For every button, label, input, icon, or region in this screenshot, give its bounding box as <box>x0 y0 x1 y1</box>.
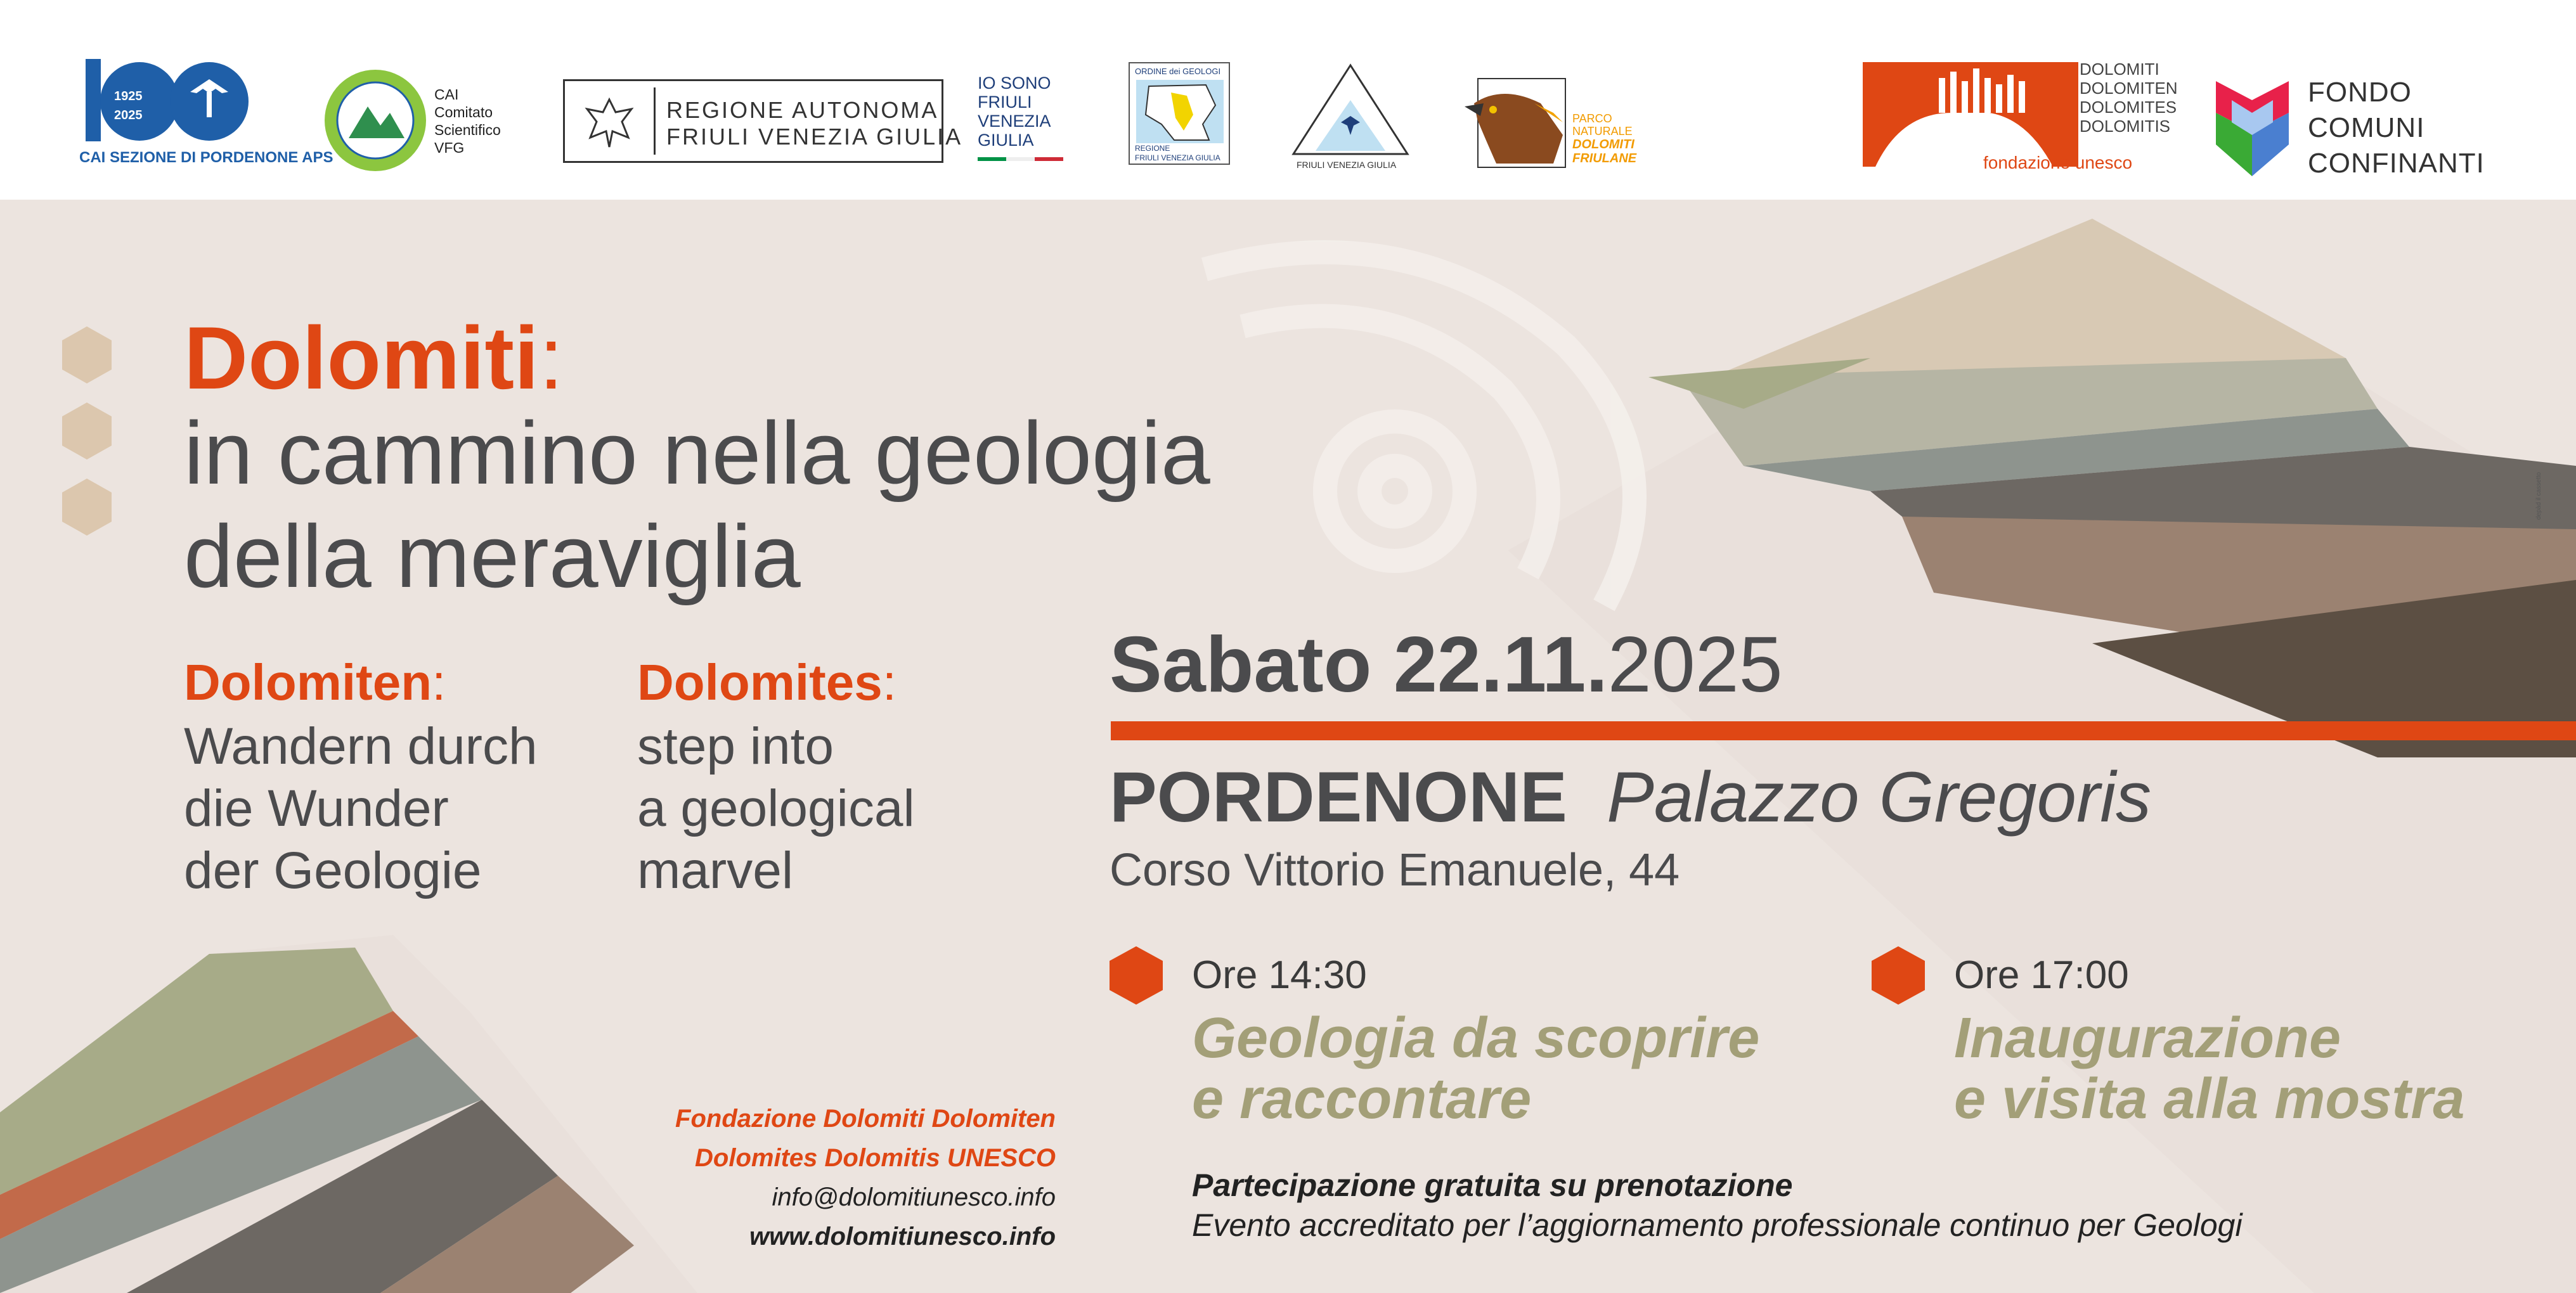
date-underline <box>1111 721 2576 740</box>
event-date <box>1110 621 1783 709</box>
german-line-1: Wandern durch <box>184 717 538 775</box>
fondo-line3: CONFINANTI <box>2308 148 2485 179</box>
event2-title-line1: Inaugurazione <box>1954 1007 2341 1070</box>
headline-line3: della meraviglia <box>184 506 801 606</box>
comitato-line4: VFG <box>434 139 465 156</box>
logo-bar <box>0 0 2576 200</box>
notes-line1: Partecipazione gratuita su prenotazione <box>1192 1168 1793 1203</box>
german-word: Dolomiten <box>184 654 432 711</box>
event1-hexagon-icon <box>1110 946 1163 1005</box>
contact-block <box>571 1106 1056 1263</box>
associazione-geologi-logo <box>1290 62 1411 173</box>
fondo-line1: FONDO <box>2308 77 2412 108</box>
event2-time: Ore 17:00 <box>1954 953 2129 997</box>
venue-city: PORDENONE <box>1110 757 1567 837</box>
flag-green <box>978 157 1006 161</box>
parco-line3: DOLOMITI <box>1572 138 1634 151</box>
parco-dolomiti-friulane-logo <box>1458 75 1648 170</box>
geologi-bottom2: FRIULI VENEZIA GIULIA <box>1135 153 1220 162</box>
iosono-line3: VENEZIA <box>978 112 1051 131</box>
comitato-line2: Comitato <box>434 104 493 120</box>
headline-colon: : <box>538 308 564 408</box>
comitato-scientifico-logo <box>323 68 520 173</box>
regione-line2: FRIULI VENEZIA GIULIA <box>666 124 963 150</box>
iosono-line2: FRIULI <box>978 93 1032 112</box>
contact-line2: Dolomites Dolomitis UNESCO <box>695 1144 1056 1172</box>
cai-100-icon <box>79 54 282 146</box>
headline-word: Dolomiti <box>184 308 539 408</box>
venue-place: Palazzo Gregoris <box>1607 757 2152 837</box>
cai-caption: CAI SEZIONE DI PORDENONE APS <box>79 149 333 166</box>
dolomiti-peaks-icon <box>1863 62 2078 167</box>
cai-year-top: 1925 <box>114 89 143 103</box>
parco-line1: PARCO <box>1572 112 1612 125</box>
german-colon: : <box>432 654 446 711</box>
associazione-bottom: FRIULI VENEZIA GIULIA <box>1297 160 1397 170</box>
german-line-2: die Wunder <box>184 780 449 837</box>
fondazione-name-3: DOLOMITES <box>2080 98 2177 117</box>
notes-line2: Evento accreditato per l’aggiornamento professionale continuo per Geologi <box>1192 1207 2243 1243</box>
german-line-3: der Geologie <box>184 842 482 899</box>
english-heading <box>637 654 896 711</box>
regione-fvg-logo <box>563 79 963 163</box>
regione-line1: REGIONE AUTONOMA <box>666 97 939 123</box>
regione-divider <box>654 87 656 155</box>
io-sono-fvg-logo <box>978 75 1073 170</box>
event1-title-line1: Geologia da scoprire <box>1192 1007 1760 1070</box>
triangle-eagle-icon <box>1290 62 1411 157</box>
headline-title <box>184 308 564 408</box>
comitato-badge-icon <box>323 68 428 173</box>
venue-address: Corso Vittorio Emanuele, 44 <box>1110 845 1680 896</box>
iosono-line4: GIULIA <box>978 131 1034 150</box>
parco-line2: NATURALE <box>1572 125 1633 138</box>
german-heading <box>184 654 446 711</box>
date-year: 2025 <box>1607 621 1783 709</box>
comitato-line3: Scientifico <box>434 122 501 138</box>
venue-line <box>1110 757 2152 837</box>
english-line-1: step into <box>637 717 834 775</box>
parco-line4: FRIULANE <box>1572 151 1637 165</box>
iosono-line1: IO SONO <box>978 74 1051 93</box>
fondo-shield-icon <box>2216 75 2289 176</box>
fvg-map-icon <box>1136 80 1224 143</box>
contact-line1: Fondazione Dolomiti Dolomiten <box>675 1105 1056 1133</box>
fondazione-name-1: DOLOMITI <box>2080 60 2159 79</box>
ordine-geologi-logo <box>1129 62 1230 165</box>
geologi-bottom1: REGIONE <box>1135 144 1170 153</box>
headline-line2: in cammino nella geologia <box>184 403 1210 503</box>
fondazione-dolomiti-unesco-logo <box>1863 60 2178 179</box>
english-word: Dolomites <box>637 654 883 711</box>
english-line-2: a geological <box>637 780 915 837</box>
fondazione-name-2: DOLOMITEN <box>2080 79 2178 98</box>
eagle-head-icon <box>1458 84 1566 167</box>
eagle-icon <box>578 90 641 153</box>
fondo-comuni-confinanti-logo <box>2216 75 2508 186</box>
geologi-top: ORDINE dei GEOLOGI <box>1135 67 1221 76</box>
event1-time: Ore 14:30 <box>1192 953 1367 997</box>
contact-website[interactable]: www.dolomitiunesco.info <box>749 1223 1056 1251</box>
cai-pordenone-logo <box>79 54 333 171</box>
event2-title-line2: e visita alla mostra <box>1954 1067 2465 1131</box>
english-colon: : <box>882 654 896 711</box>
design-credit: depàd il cassetto <box>2535 472 2542 520</box>
english-line-3: marvel <box>637 842 794 899</box>
event2-hexagon-icon <box>1872 946 1925 1005</box>
hexagon-bullets-icon <box>58 326 115 542</box>
flag-red <box>1035 157 1063 161</box>
contact-email[interactable]: info@dolomitiunesco.info <box>772 1183 1056 1211</box>
event1-title-line2: e raccontare <box>1192 1067 1532 1131</box>
poster-area <box>0 200 2576 1293</box>
fondo-line2: COMUNI <box>2308 112 2425 143</box>
fondazione-caption: fondazione unesco <box>1983 153 2133 172</box>
flag-white <box>1006 157 1035 161</box>
comitato-line1: CAI <box>434 86 459 103</box>
fondazione-name-4: DOLOMITIS <box>2080 117 2171 136</box>
date-day: Sabato 22.11. <box>1110 621 1608 709</box>
cai-year-bottom: 2025 <box>114 108 143 122</box>
